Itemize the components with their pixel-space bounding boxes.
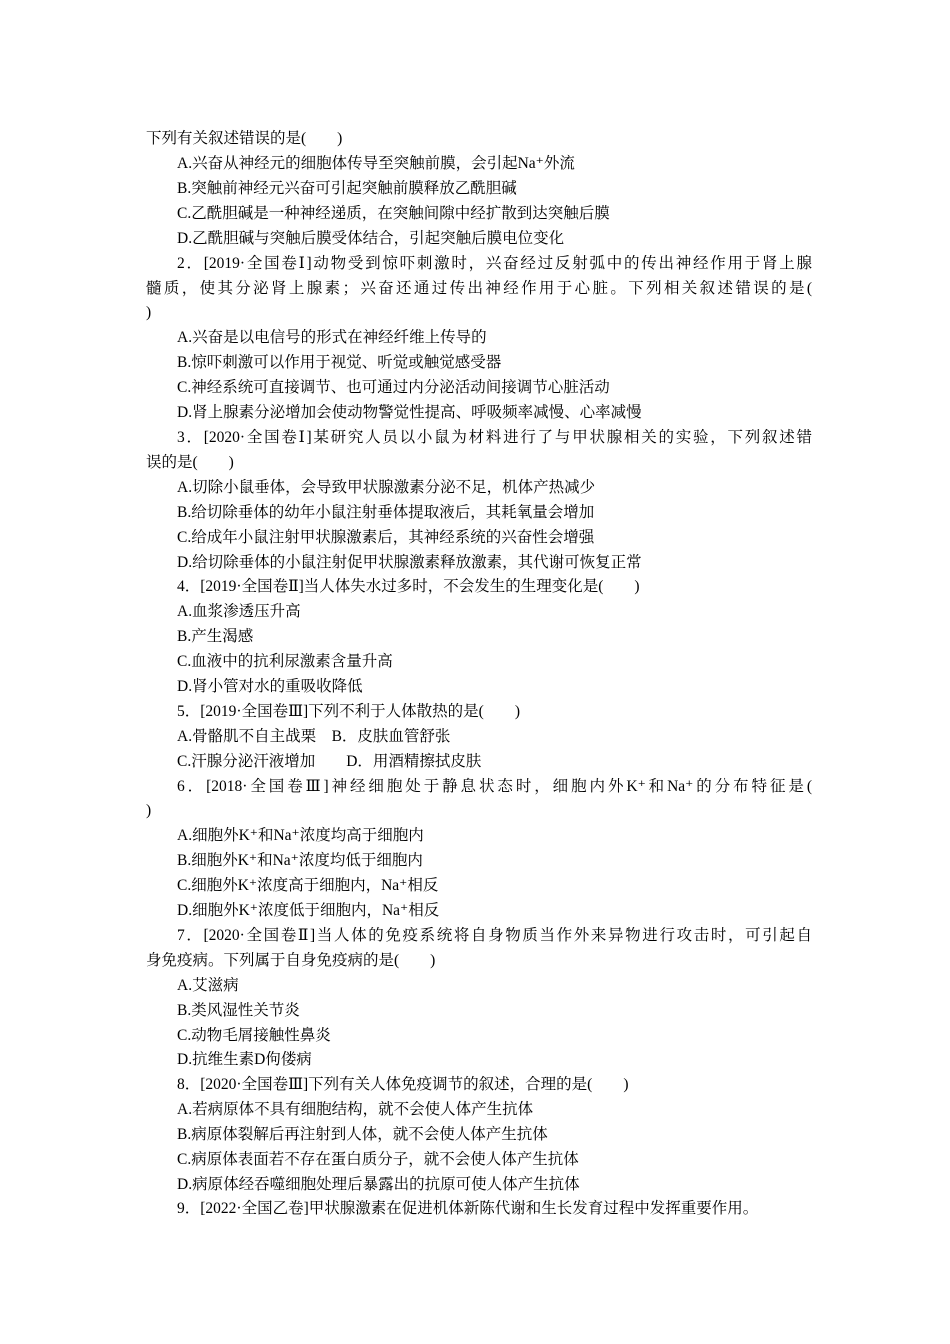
- q6-stem-line1: 6．[2018·全国卷Ⅲ]神经细胞处于静息状态时，细胞内外K⁺和Na⁺的分布特征是(: [177, 778, 812, 795]
- q8-stem: 8．[2020·全国卷Ⅲ]下列有关人体免疫调节的叙述，合理的是( ): [177, 1076, 629, 1093]
- q8-option-c: C.病原体表面若不存在蛋白质分子，就不会使人体产生抗体: [177, 1151, 579, 1168]
- q6-option-a: A.细胞外K⁺和Na⁺浓度均高于细胞内: [177, 827, 424, 844]
- q5-options-cd: C.汗腺分泌汗液增加 D．用酒精擦拭皮肤: [177, 753, 482, 770]
- q2-option-c: C.神经系统可直接调节、也可通过内分泌活动间接调节心脏活动: [177, 379, 610, 396]
- q7-option-c: C.动物毛屑接触性鼻炎: [177, 1027, 331, 1044]
- q1-option-b: B.突触前神经元兴奋可引起突触前膜释放乙酰胆碱: [177, 180, 517, 197]
- q2-stem-line2: 髓质，使其分泌肾上腺素；兴奋还通过传出神经作用于心脏。下列相关叙述错误的是(: [146, 280, 812, 297]
- q6-option-c: C.细胞外K⁺浓度高于细胞内，Na⁺相反: [177, 877, 439, 894]
- q2-option-b: B.惊吓刺激可以作用于视觉、听觉或触觉感受器: [177, 354, 502, 371]
- q1-option-a: A.兴奋从神经元的细胞体传导至突触前膜，会引起Na⁺外流: [177, 155, 575, 172]
- q3-option-c: C.给成年小鼠注射甲状腺激素后，其神经系统的兴奋性会增强: [177, 529, 595, 546]
- q8-option-b: B.病原体裂解后再注射到人体，就不会使人体产生抗体: [177, 1126, 548, 1143]
- q3-stem-line1: 3．[2020·全国卷Ⅰ]某研究人员以小鼠为材料进行了与甲状腺相关的实验，下列叙述错: [177, 429, 812, 446]
- q2-option-a: A.兴奋是以电信号的形式在神经纤维上传导的: [177, 329, 487, 346]
- q3-stem-line2: 误的是( ): [146, 454, 234, 471]
- q5-options-ab: A.骨骼肌不自主战栗 B．皮肤血管舒张: [177, 728, 451, 745]
- q1-option-d: D.乙酰胆碱与突触后膜受体结合，引起突触后膜电位变化: [177, 230, 565, 247]
- q3-option-a: A.切除小鼠垂体，会导致甲状腺激素分泌不足，机体产热减少: [177, 479, 596, 496]
- q3-option-b: B.给切除垂体的幼年小鼠注射垂体提取液后，其耗氧量会增加: [177, 504, 595, 521]
- q2-option-d: D.肾上腺素分泌增加会使动物警觉性提高、呼吸频率减慢、心率减慢: [177, 404, 642, 421]
- q8-option-d: D.病原体经吞噬细胞处理后暴露出的抗原可使人体产生抗体: [177, 1176, 580, 1193]
- q6-stem-line2: ): [146, 802, 152, 819]
- q6-option-b: B.细胞外K⁺和Na⁺浓度均低于细胞内: [177, 852, 423, 869]
- q6-option-d: D.细胞外K⁺浓度低于细胞内，Na⁺相反: [177, 902, 440, 919]
- q7-stem-line1: 7．[2020·全国卷Ⅱ]当人体的免疫系统将自身物质当作外来异物进行攻击时，可引起自: [177, 927, 812, 944]
- q1-stem: 下列有关叙述错误的是( ): [146, 130, 343, 147]
- q4-option-c: C.血液中的抗利尿激素含量升高: [177, 653, 393, 670]
- q7-option-a: A.艾滋病: [177, 977, 239, 994]
- q4-stem: 4．[2019·全国卷Ⅱ]当人体失水过多时，不会发生的生理变化是( ): [177, 578, 640, 595]
- q4-option-b: B.产生渴感: [177, 628, 254, 645]
- q1-option-c: C.乙酰胆碱是一种神经递质，在突触间隙中经扩散到达突触后膜: [177, 205, 610, 222]
- q9-stem-line1: 9．[2022·全国乙卷]甲状腺激素在促进机体新陈代谢和生长发育过程中发挥重要作用。: [177, 1200, 759, 1217]
- q5-stem: 5．[2019·全国卷Ⅲ]下列不利于人体散热的是( ): [177, 703, 521, 720]
- q4-option-a: A.血浆渗透压升高: [177, 603, 301, 620]
- q2-stem-line1: 2．[2019·全国卷Ⅰ]动物受到惊吓刺激时，兴奋经过反射弧中的传出神经作用于肾上腺: [177, 255, 812, 272]
- q7-stem-line2: 身免疫病。下列属于自身免疫病的是( ): [146, 952, 436, 969]
- q2-stem-line3: ): [146, 304, 152, 321]
- q7-option-d: D.抗维生素D佝偻病: [177, 1051, 312, 1068]
- q7-option-b: B.类风湿性关节炎: [177, 1002, 300, 1019]
- q3-option-d: D.给切除垂体的小鼠注射促甲状腺激素释放激素，其代谢可恢复正常: [177, 554, 642, 571]
- q4-option-d: D.肾小管对水的重吸收降低: [177, 678, 363, 695]
- q8-option-a: A.若病原体不具有细胞结构，就不会使人体产生抗体: [177, 1101, 534, 1118]
